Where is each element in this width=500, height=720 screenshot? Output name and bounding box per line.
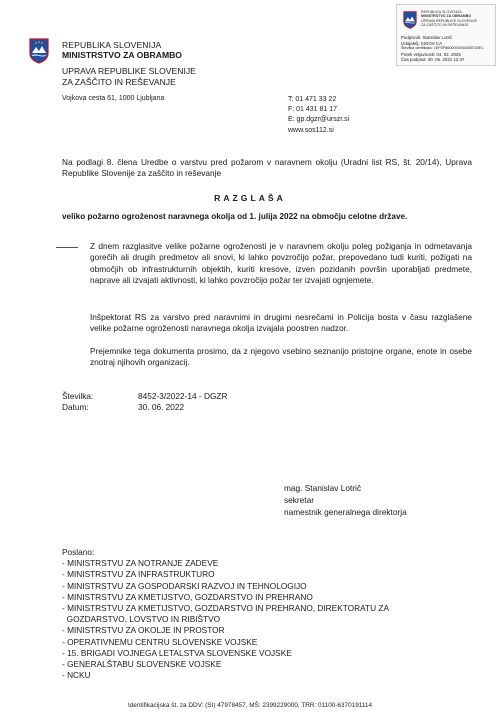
ministry-name: MINISTRSTVO ZA OBRAMBO	[62, 50, 182, 60]
number-row: Številka: 8452-3/2022-14 - DGZR	[62, 391, 228, 401]
list-item: - MINISTRSTVU ZA OKOLJE IN PROSTOR	[62, 625, 225, 636]
recipients-heading: Poslano:	[62, 547, 95, 557]
paragraph-prohibitions: Z dnem razglasitve velike požarne ogroženosti je v naravnem okolju poleg požiganja in odmetavanja gorečih ali drugih predmetov ali snovi, ki lahko povzročijo požar, prepovedano tudi kuriti, požigati na območjih ob infrastrukturnih objektih, kuriti kresove, izven pozidanih površin uporabljati predmete, naprave ali izvajati aktivnosti, ki lahko povzročijo požar ter izvajati ognjemete.	[90, 241, 472, 286]
signer-role-2: namestnik generalnega direktorja	[284, 507, 407, 518]
document-meta	[62, 391, 227, 414]
coat-of-arms-icon	[403, 11, 417, 29]
margin-mark	[56, 247, 78, 248]
stamp-time: Čas podpisa: 30. 06. 2022 12:47	[401, 57, 465, 63]
recipients	[62, 547, 389, 681]
list-item: - MINISTRSTVU ZA NOTRANJE ZADEVE	[62, 558, 219, 569]
list-item: - 15. BRIGADI VOJNEGA LETALSTVA SLOVENSKE VOJSKE	[62, 647, 292, 658]
paragraph-request: Prejemnike tega dokumenta prosimo, da z njegovo vsebino seznanijo pristojne organe, enote in osebe znotraj njihovih organizacij.	[90, 346, 472, 368]
address: Vojkova cesta 61, 1000 Ljubljana	[62, 95, 165, 102]
list-item: - NCKU	[62, 670, 91, 681]
document-title: RAZGLAŠA	[214, 193, 286, 203]
contact-block	[288, 95, 349, 136]
org-name: REPUBLIKA SLOVENIJA	[62, 40, 162, 50]
stamp-details	[401, 35, 484, 63]
footer-identification: Identifikacijska št. za DDV: (SI) 47978457, MŠ: 2399229000, TRR: 01100-6370191114	[127, 702, 373, 709]
list-item: - MINISTRSTVU ZA INFRASTRUKTURO	[62, 569, 215, 580]
list-item: GOZDARSTVO, LOVSTVO IN RIBIŠTVO	[62, 614, 221, 625]
signature-block	[284, 482, 407, 519]
fax: F: 01 431 81 17	[288, 106, 338, 114]
website-link[interactable]: www.sos112.si	[288, 126, 334, 134]
coat-of-arms-icon	[29, 38, 49, 64]
stamp-certificate: Številka certifikata: 1EF0F8600000000058730E1	[401, 46, 484, 51]
document-number: 8452-3/2022-14 - DGZR	[138, 391, 228, 401]
date-row: Datum: 30. 06. 2022	[62, 402, 185, 413]
list-item: - MINISTRSTVU ZA KMETIJSTVO, GOZDARSTVO IN PREHRANO, DIREKTORATU ZA	[62, 603, 389, 614]
document-subtitle: veliko požarno ogroženost naravnega okolja od 1. julija 2022 na območju celotne države.	[62, 212, 408, 221]
stamp-issuer: Izdajatelj: SIGOV-CA	[401, 40, 442, 46]
list-item: - MINISTRSTVU ZA GOSPODARSKI RAZVOJ IN TEHNOLOGIJO	[62, 580, 307, 591]
stamp-validity: Potek veljavnosti: 04. 02. 2025	[401, 51, 461, 57]
administration-name: UPRAVA REPUBLIKE SLOVENIJE ZA ZAŠČITO IN REŠEVANJE	[62, 66, 196, 87]
phone: T: 01 471 33 22	[288, 96, 337, 103]
email-link[interactable]: E: gp.dgzr@urszr.si	[288, 116, 350, 124]
signer-role: sekretar	[284, 495, 314, 506]
digital-signature-stamp	[396, 4, 496, 66]
stamp-signer: Podpisnik: Stanislav Lotrič	[401, 35, 453, 40]
list-item: - OPERATIVNEMU CENTRU SLOVENSKE VOJSKE	[62, 636, 258, 647]
intro-paragraph: Na podlagi 8. člena Uredbe o varstvu pred požarom v naravnem okolju (Uradni list RS, št. 20/14), Uprava Republike Slovenije za zaščito in reševanje	[62, 157, 472, 179]
signer-name: mag. Stanislav Lotrič	[284, 483, 362, 493]
list-item: - GENERALŠTABU SLOVENSKE VOJSKE	[62, 659, 222, 670]
list-item: - MINISTRSTVU ZA KMETIJSTVO, GOZDARSTVO IN PREHRANO	[62, 591, 313, 602]
stamp-organisation: REPUBLIKA SLOVENIJA MINISTRSTVO ZA OBRAMBO UPRAVA REPUBLIKE SLOVENIJE ZA ZAŠČITO IN REŠEVANJE	[421, 10, 477, 28]
paragraph-inspection: Inšpektorat RS za varstvo pred naravnimi in drugimi nesrečami in Policija bosta v času razglašene velike požarne ogroženosti naravnega okolja izvajala poostren nadzor.	[90, 312, 472, 334]
recipient-list	[62, 558, 389, 681]
document-date: 30. 06. 2022	[138, 402, 185, 413]
